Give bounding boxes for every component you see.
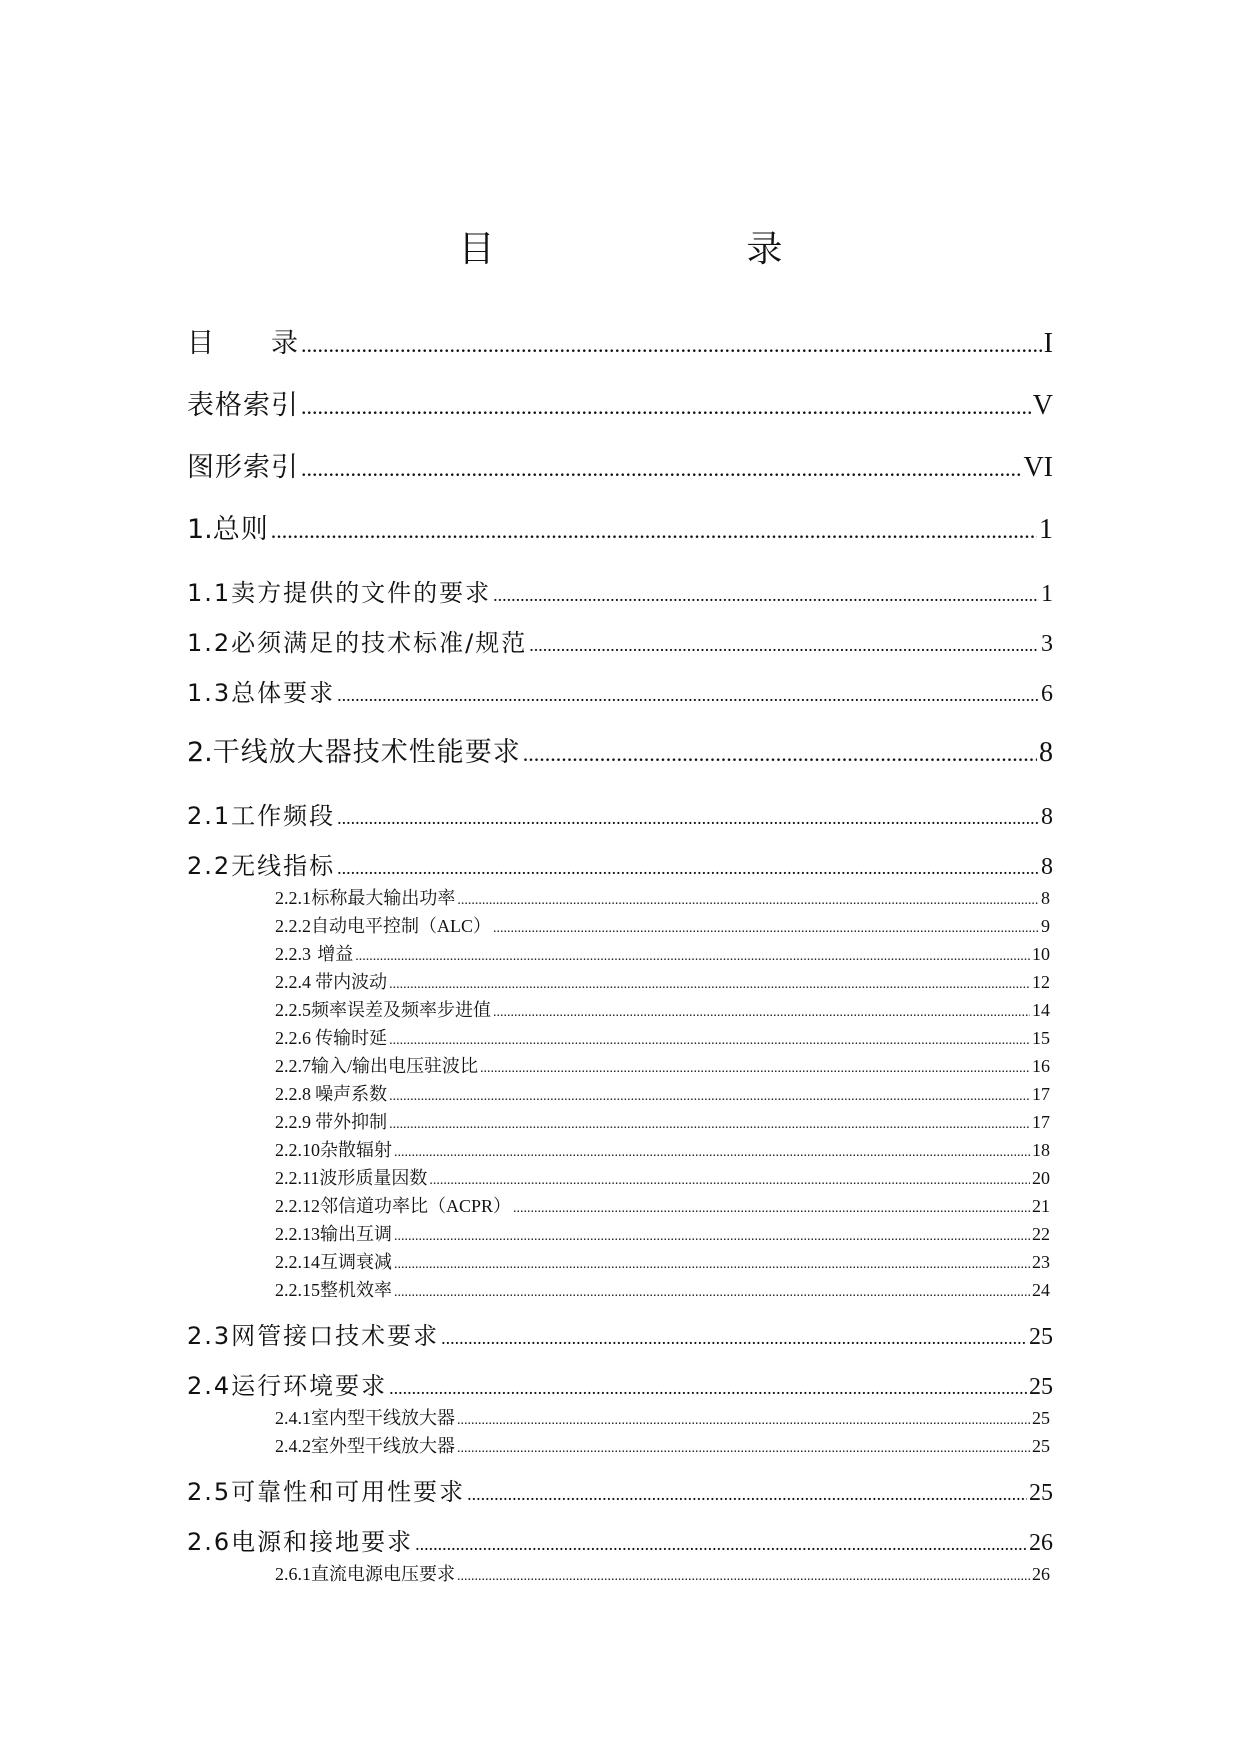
toc-entry[interactable] [275, 1194, 1050, 1221]
toc-entry[interactable] [187, 578, 1053, 610]
toc-entry-page: 1 [1039, 514, 1053, 545]
toc-entry[interactable] [275, 1054, 1050, 1081]
toc-entry-title: 杂散辐射 [320, 1140, 392, 1160]
toc-leader-dots [457, 889, 1039, 913]
toc-entry[interactable] [187, 451, 1053, 486]
toc-entry-title: 带内波动 [315, 972, 388, 992]
toc-entry-page: 25 [1032, 1408, 1050, 1428]
toc-entry-number: 1.1 [187, 579, 232, 607]
toc-leader-dots [271, 514, 1037, 548]
toc-entry-number: 2.2.3 [275, 944, 311, 964]
toc-entry-title: 电源和接地要求 [231, 1528, 414, 1556]
toc-entry-number: 2.2.11 [275, 1168, 320, 1188]
toc-entry-page: 25 [1029, 1374, 1053, 1400]
toc-leader-dots [457, 1565, 1030, 1589]
toc-entry-number: 1.2 [187, 629, 232, 657]
toc-entry[interactable] [275, 914, 1050, 941]
toc-entry-title: 干线放大器技术性能要求 [212, 737, 521, 768]
toc-entry[interactable] [187, 801, 1053, 833]
toc-entry-title: 室内型干线放大器 [311, 1408, 455, 1428]
toc-entry[interactable] [275, 942, 1050, 969]
toc-entry[interactable] [275, 1434, 1050, 1461]
toc-entry-page: V [1032, 390, 1053, 421]
toc-entry[interactable] [187, 851, 1053, 883]
toc-entry-page: 21 [1032, 1196, 1050, 1216]
toc-leader-dots [493, 580, 1039, 610]
toc-entry-title: 工作频段 [231, 802, 336, 830]
toc-leader-dots [523, 737, 1037, 771]
toc-entry-title: 图形索引 [187, 452, 299, 483]
toc-entry-title: 无线指标 [231, 852, 336, 880]
toc-entry-title: 总体要求 [231, 679, 336, 707]
toc-leader-dots [394, 1253, 1030, 1277]
toc-entry[interactable] [187, 327, 1053, 362]
toc-entry-number: 2.6.1 [275, 1564, 311, 1584]
toc-entry[interactable] [275, 1406, 1050, 1433]
toc-entry-number: 2.2.15 [275, 1280, 320, 1300]
toc-entry-title: 互调衰减 [320, 1252, 392, 1272]
toc-entry-page: 26 [1029, 1530, 1053, 1556]
toc-entry-number: 1.3 [187, 679, 232, 707]
toc-leader-dots [389, 1373, 1027, 1403]
toc-entry-page: 6 [1041, 681, 1053, 707]
toc-entry-page: 3 [1041, 631, 1053, 657]
toc-entry-number: 2.2.10 [275, 1140, 320, 1160]
toc-entry-title: 卖方提供的文件的要求 [231, 579, 492, 607]
toc-entry-page: 22 [1032, 1224, 1050, 1244]
toc-leader-dots [337, 680, 1039, 710]
toc-entry[interactable] [275, 998, 1050, 1025]
toc-leader-dots [467, 1479, 1027, 1509]
toc-entry[interactable] [275, 1222, 1050, 1249]
toc-leader-dots [493, 1001, 1030, 1025]
toc-entry-page: 25 [1032, 1436, 1050, 1456]
toc-entry-number: 2.2.2 [275, 916, 311, 936]
toc-entry-page: 8 [1041, 804, 1053, 830]
toc-entry-page: 8 [1041, 888, 1050, 908]
toc-entry-number: 2.4.1 [275, 1408, 311, 1428]
toc-entry[interactable] [187, 628, 1053, 660]
toc-entry-title: 目 录 [187, 328, 299, 359]
toc-entry[interactable] [275, 1562, 1050, 1589]
toc-entry[interactable] [187, 513, 1053, 548]
toc-leader-dots [394, 1225, 1030, 1249]
toc-entry-title: 标称最大输出功率 [311, 888, 456, 908]
toc-entry-number: 2.2.13 [275, 1224, 320, 1244]
toc-entry-title: 输入/输出电压驻波比 [311, 1056, 479, 1076]
toc-entry-title: 直流电源电压要求 [311, 1564, 455, 1584]
toc-entry-page: 17 [1032, 1112, 1050, 1132]
toc-entry-page: 8 [1041, 854, 1053, 880]
toc-entry-number: 2.2 [187, 852, 232, 880]
toc-entry-title: 频率误差及频率步进值 [311, 1000, 491, 1020]
toc-entry[interactable] [187, 389, 1053, 424]
toc-leader-dots [394, 1141, 1030, 1165]
toc-entry-title: 网管接口技术要求 [231, 1322, 440, 1350]
toc-entry[interactable] [275, 1250, 1050, 1277]
toc-entry[interactable] [275, 970, 1050, 997]
toc-leader-dots [480, 1057, 1030, 1081]
toc-leader-dots [337, 853, 1039, 883]
toc-entry-title: 表格索引 [187, 390, 299, 421]
toc-leader-dots [415, 1529, 1027, 1559]
toc-entry-title: 输出互调 [320, 1224, 392, 1244]
toc-entry[interactable] [187, 1321, 1053, 1353]
toc-leader-dots [457, 1437, 1030, 1461]
toc-entry-page: 20 [1032, 1168, 1050, 1188]
toc-entry-number: 2.2.4 [275, 972, 311, 992]
toc-entry[interactable] [187, 1527, 1053, 1559]
toc-entry-title: 带外抑制 [315, 1112, 388, 1132]
toc-leader-dots [441, 1323, 1027, 1353]
toc-entry-title: 噪声系数 [315, 1084, 388, 1104]
toc-entry-number: 2.2.14 [275, 1252, 320, 1272]
toc-entry[interactable] [275, 1026, 1050, 1053]
toc-entry-page: VI [1023, 452, 1053, 483]
toc-entry-number: 2.4 [187, 1372, 232, 1400]
toc-entry-title: 运行环境要求 [231, 1372, 388, 1400]
toc-entry-page: 12 [1032, 972, 1050, 992]
toc-entry-number: 2.2.7 [275, 1056, 311, 1076]
toc-leader-dots [513, 1197, 1030, 1221]
toc-entry-number: 2. [187, 737, 213, 768]
toc-entry[interactable] [275, 1278, 1050, 1305]
toc-leader-dots [429, 1169, 1030, 1193]
toc-entry-title: 可靠性和可用性要求 [231, 1478, 466, 1506]
toc-entry[interactable] [275, 1166, 1050, 1193]
toc-entry-page: I [1043, 328, 1053, 359]
toc-entry[interactable] [275, 1082, 1050, 1109]
toc-entry-page: 14 [1032, 1000, 1050, 1020]
toc-entry[interactable] [187, 678, 1053, 710]
toc-entry-number: 2.6 [187, 1528, 232, 1556]
toc-entry-page: 16 [1032, 1056, 1050, 1076]
toc-leader-dots [389, 1029, 1030, 1053]
toc-entry-number: 1. [187, 514, 213, 545]
toc-entry-number: 2.2.12 [275, 1196, 320, 1216]
toc-entry-title: 整机效率 [320, 1280, 392, 1300]
toc-entry-number: 2.2.9 [275, 1112, 311, 1132]
toc-entry-page: 15 [1032, 1028, 1050, 1048]
toc-entry[interactable] [275, 1110, 1050, 1137]
toc-entry-page: 10 [1032, 944, 1050, 964]
toc-leader-dots [394, 1281, 1030, 1305]
toc-entry[interactable] [275, 886, 1050, 913]
toc-entry[interactable] [187, 736, 1053, 771]
toc-entry-title: 传输时延 [315, 1028, 388, 1048]
toc-entry-number: 2.1 [187, 802, 232, 830]
toc-entry-page: 23 [1032, 1252, 1050, 1272]
toc-leader-dots [457, 1409, 1030, 1433]
toc-leader-dots [529, 630, 1039, 660]
toc-leader-dots [301, 452, 1021, 486]
toc-leader-dots [493, 917, 1039, 941]
toc-entry[interactable] [187, 1477, 1053, 1509]
toc-leader-dots [301, 328, 1042, 362]
toc-entry[interactable] [187, 1371, 1053, 1403]
toc-entry-page: 9 [1041, 916, 1050, 936]
toc-entry-title: 室外型干线放大器 [311, 1436, 455, 1456]
toc-leader-dots [389, 1113, 1030, 1137]
toc-entry[interactable] [275, 1138, 1050, 1165]
toc-entry-title: 增益 [317, 944, 354, 964]
toc-leader-dots [389, 1085, 1030, 1109]
toc-entry-page: 25 [1029, 1480, 1053, 1506]
toc-entry-number: 2.2.6 [275, 1028, 311, 1048]
toc-entry-page: 17 [1032, 1084, 1050, 1104]
toc-entry-page: 24 [1032, 1280, 1050, 1300]
toc-leader-dots [337, 803, 1039, 833]
toc-leader-dots [355, 945, 1030, 969]
toc-entry-number: 2.2.8 [275, 1084, 311, 1104]
toc-entry-title: 邻信道功率比（ACPR） [320, 1196, 512, 1216]
toc-entry-title: 自动电平控制（ALC） [311, 916, 491, 936]
toc-entry-page: 18 [1032, 1140, 1050, 1160]
toc-entry-page: 25 [1029, 1324, 1053, 1350]
toc-entry-title: 总则 [212, 514, 269, 545]
toc-entry-title: 波形质量因数 [319, 1168, 428, 1188]
toc-entry-number: 2.4.2 [275, 1436, 311, 1456]
toc-entry-number: 2.3 [187, 1322, 232, 1350]
toc-entry-page: 1 [1041, 581, 1053, 607]
toc-leader-dots [301, 390, 1031, 424]
toc-entry-number: 2.2.5 [275, 1000, 311, 1020]
toc-entry-number: 2.5 [187, 1478, 232, 1506]
page-title: 目 录 [458, 229, 843, 270]
toc-entry-page: 26 [1032, 1564, 1050, 1584]
toc-entry-page: 8 [1039, 737, 1053, 768]
toc-entry-number: 2.2.1 [275, 888, 311, 908]
toc-leader-dots [389, 973, 1030, 997]
toc-entry-title: 必须满足的技术标准/规范 [231, 629, 528, 657]
